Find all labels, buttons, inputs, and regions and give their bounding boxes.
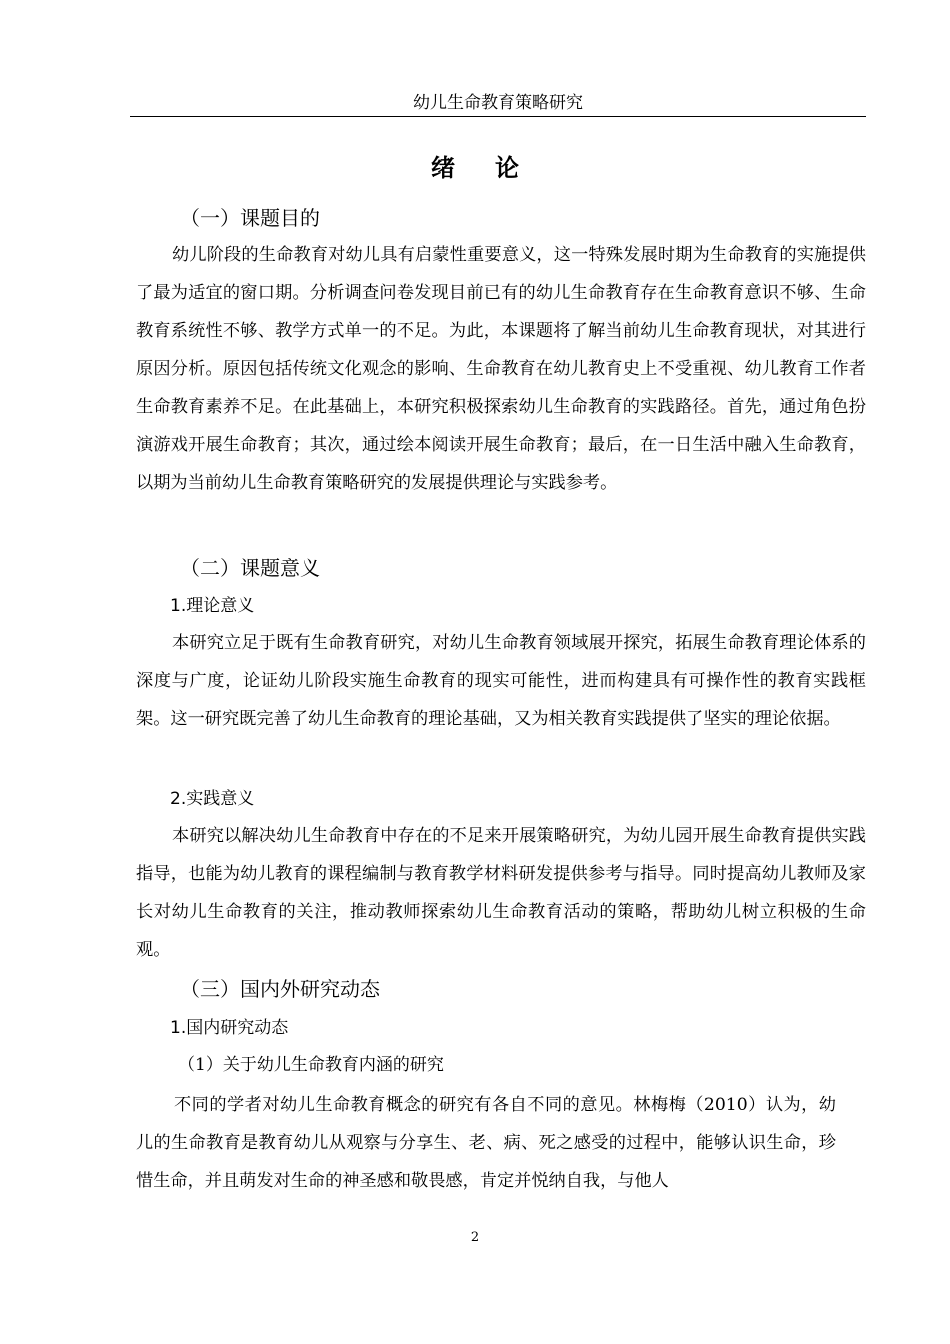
- section-heading-research-status: （三）国内外研究动态: [180, 977, 380, 1001]
- chapter-title-char-1: 绪: [431, 154, 455, 182]
- page-number: 2: [470, 1230, 480, 1245]
- paragraph-theoretical: 本研究立足于既有生命教育研究，对幼儿生命教育领域展开探究，拓展生命教育理论体系的深度与广度，论证幼儿阶段实施生命教育的现实可能性，进而构建具有可操作性的教育实践框架。这一研究既完善了幼儿生命教育的理论基础，又为相关教育实践提供了坚实的理论依据。: [136, 633, 866, 729]
- header-divider: [130, 116, 866, 117]
- subheading-domestic: 1.国内研究动态: [170, 1018, 289, 1038]
- item-heading-connotation: （1）关于幼儿生命教育内涵的研究: [178, 1055, 444, 1075]
- paragraph-connotation: 不同的学者对幼儿生命教育概念的研究有各自不同的意见。林梅梅（2010）认为，幼儿的生命教育是教育幼儿从观察与分享生、老、病、死之感受的过程中，能够认识生命，珍惜生命，并且萌发对生命的神圣感和敬畏感，肯定并悦纳自我，与他人: [136, 1095, 836, 1191]
- paragraph-purpose: 幼儿阶段的生命教育对幼儿具有启蒙性重要意义，这一特殊发展时期为生命教育的实施提供了最为适宜的窗口期。分析调查问卷发现目前已有的幼儿生命教育存在生命教育意识不够、生命教育系统性不够、教学方式单一的不足。为此，本课题将了解当前幼儿生命教育现状，对其进行原因分析。原因包括传统文化观念的影响、生命教育在幼儿教育史上不受重视、幼儿教育工作者生命教育素养不足。在此基础上，本研究积极探索幼儿生命教育的实践路径。首先，通过角色扮演游戏开展生命教育；其次，通过绘本阅读开展生命教育；最后，在一日生活中融入生命教育，以期为当前幼儿生命教育策略研究的发展提供理论与实践参考。: [136, 245, 866, 493]
- running-header: 幼儿生命教育策略研究: [413, 93, 583, 113]
- subheading-practical: 2.实践意义: [170, 789, 255, 809]
- paragraph-practical: 本研究以解决幼儿生命教育中存在的不足来开展策略研究，为幼儿园开展生命教育提供实践指导，也能为幼儿教育的课程编制与教育教学材料研发提供参考与指导。同时提高幼儿教师及家长对幼儿生命教育的关注，推动教师探索幼儿生命教育活动的策略，帮助幼儿树立积极的生命观。: [136, 826, 866, 960]
- section-heading-significance: （二）课题意义: [180, 556, 320, 580]
- chapter-title-char-2: 论: [495, 154, 519, 182]
- section-heading-purpose: （一）课题目的: [180, 206, 320, 230]
- subheading-theoretical: 1.理论意义: [170, 596, 255, 616]
- chapter-title: [0, 148, 950, 183]
